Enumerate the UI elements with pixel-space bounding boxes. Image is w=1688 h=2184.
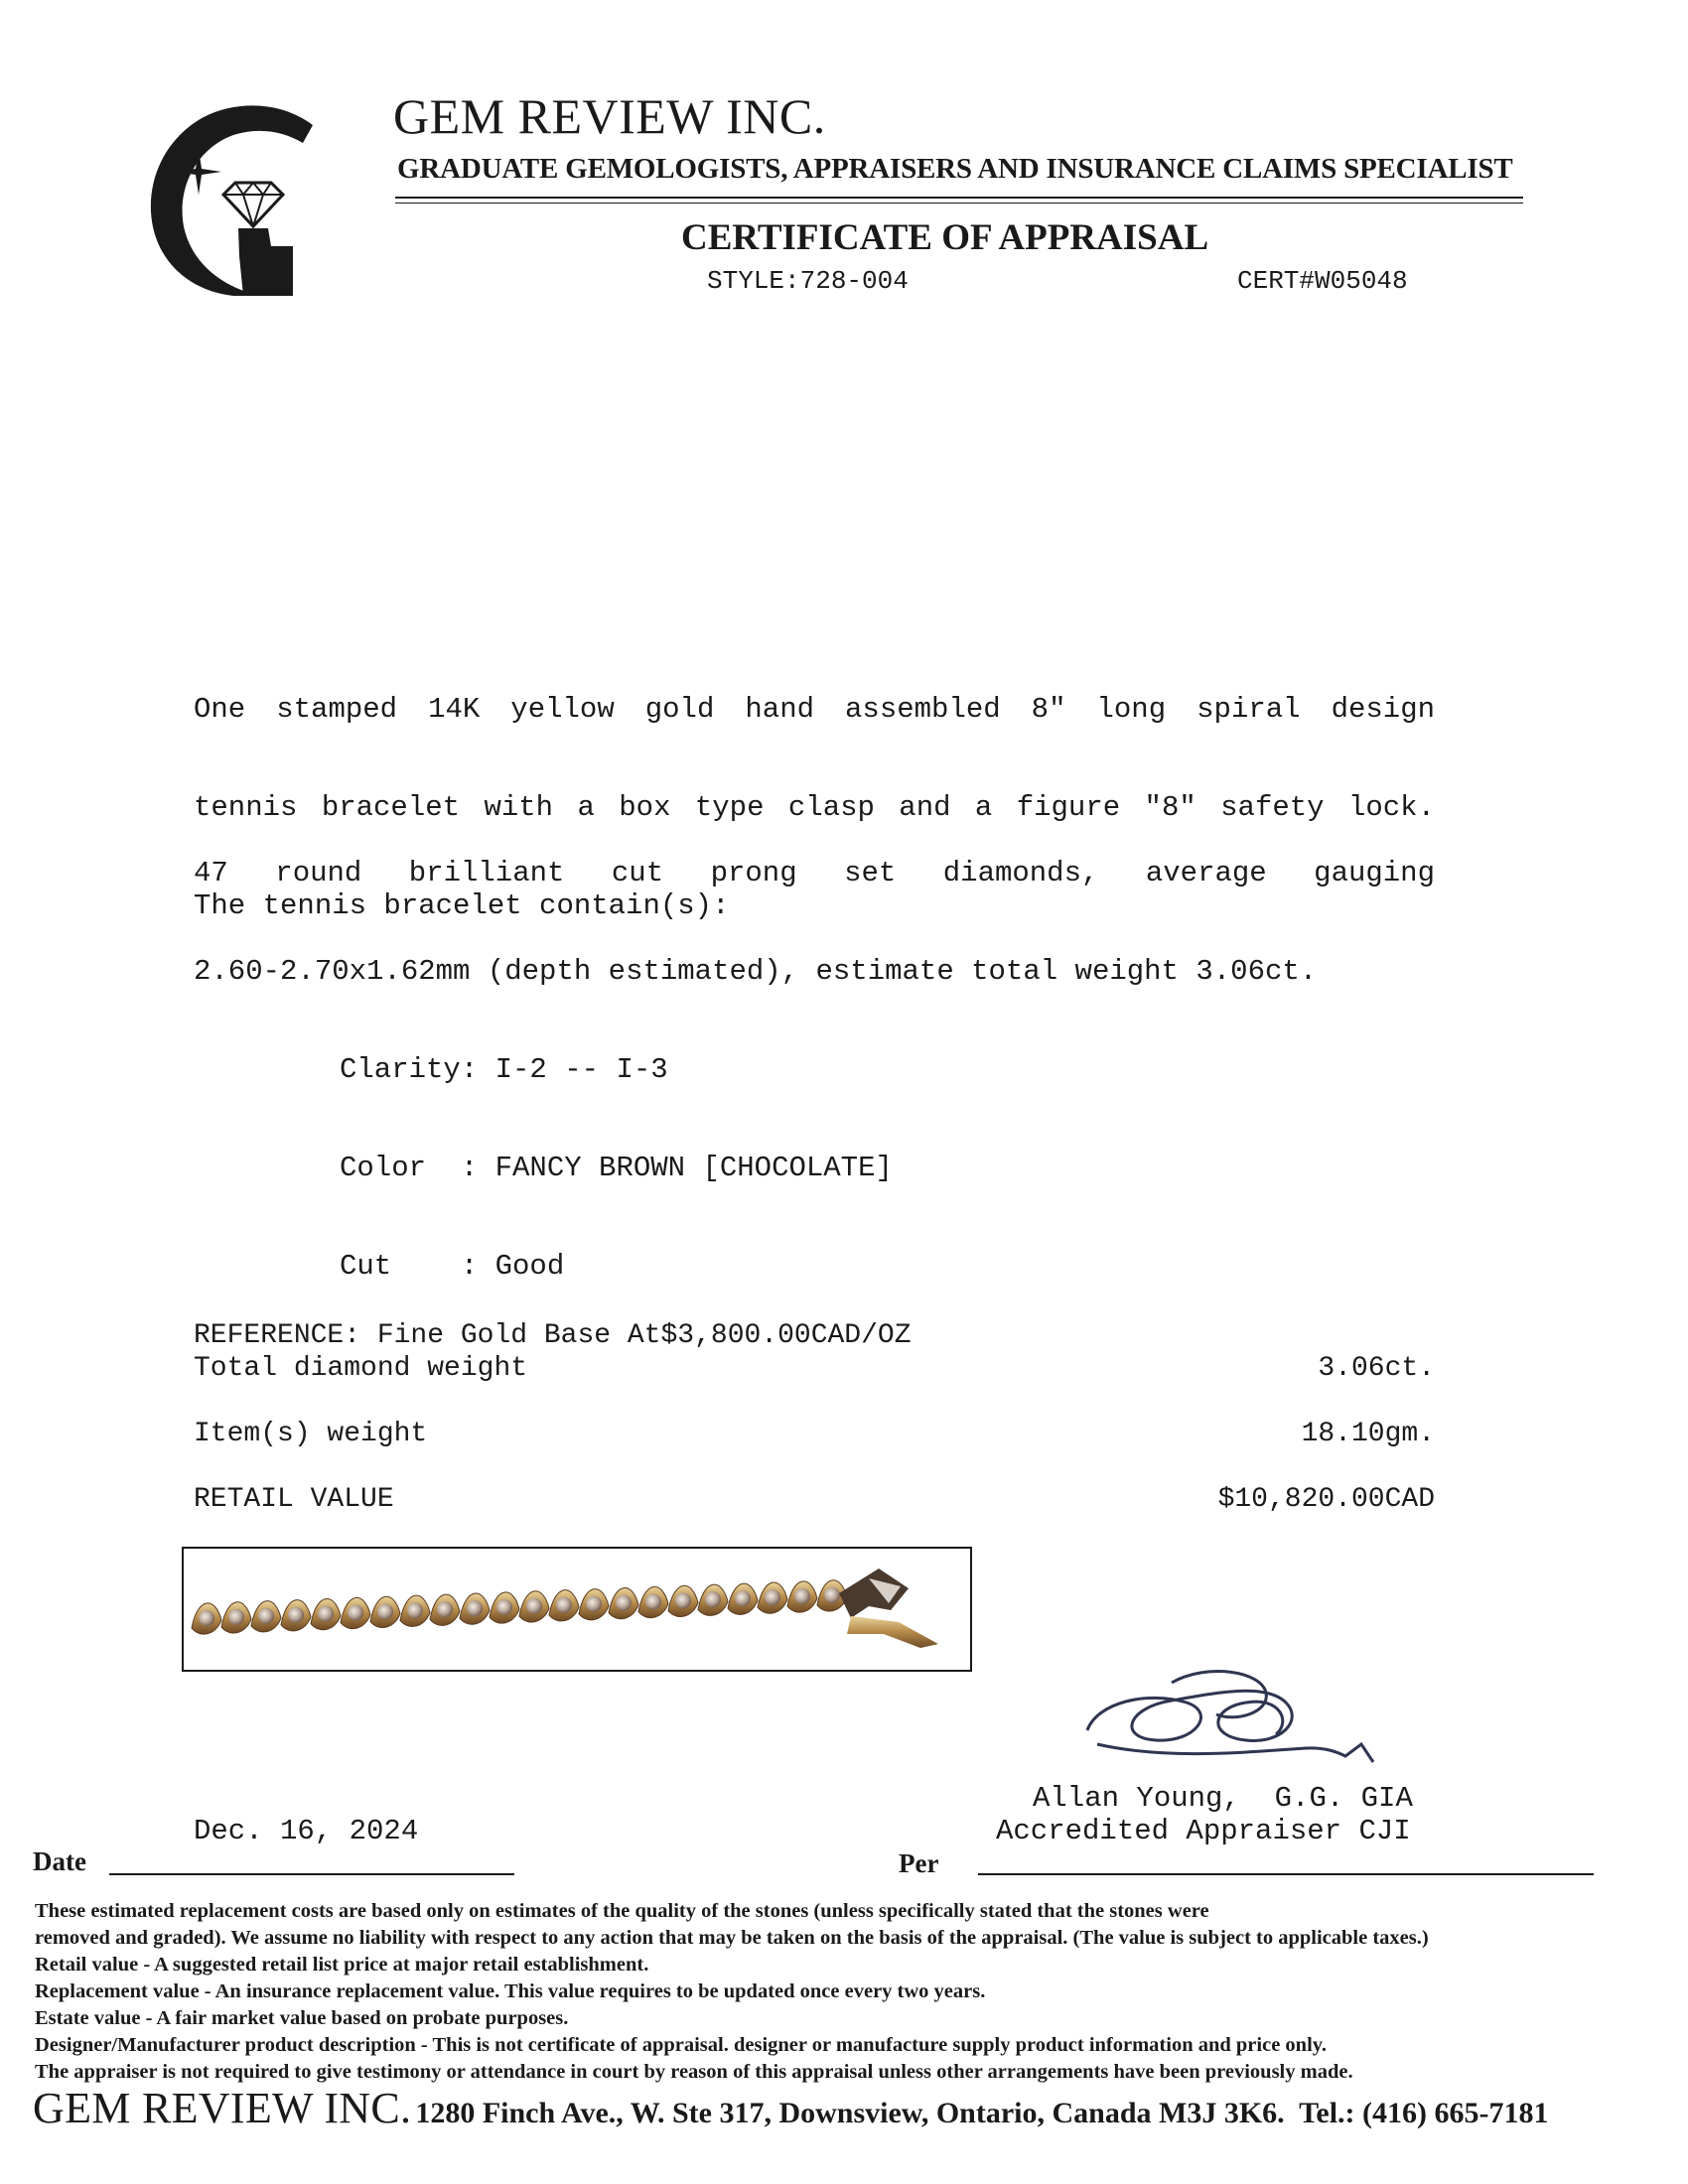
date-signature-line [109,1873,514,1875]
bracelet-stone [675,1592,691,1608]
bracelet-links [192,1580,847,1634]
certificate-title: CERTIFICATE OF APPRAISAL [681,217,1209,258]
disclaimer-line: The appraiser is not required to give testimony or attendance in court by reason of this appraisal unless other arrangements have been previously made. [35,2061,1353,2083]
header-divider [395,197,1523,199]
bracelet-stone [526,1598,542,1614]
description-line: The tennis bracelet contain(s): [194,889,730,922]
disclaimer-line: Replacement value - An insurance replacement value. This value requires to be updated once every two years. [35,1980,986,2002]
diamond-weight-label: Total diamond weight [194,1353,528,1384]
bracelet-stone [467,1600,483,1616]
company-name: GEM REVIEW INC. [393,88,826,144]
style-number: STYLE:728-004 [707,266,909,296]
header-divider-thin [395,203,1523,204]
bracelet-stone [407,1602,423,1618]
bracelet-stone [824,1587,840,1603]
item-weight-row [194,1419,1435,1449]
stone-line: 47 round brilliant cut prong set diamonds, average gauging [194,857,1435,889]
stone-line: 2.60-2.70x1.62mm (depth estimated), estimate total weight 3.06ct. [194,955,1318,988]
description-line: tennis bracelet with a box type clasp and a figure "8" safety lock. [194,791,1435,824]
bracelet-stone [199,1610,214,1626]
appraiser-name: Allan Young, G.G. GIA [1033,1782,1413,1815]
gem-review-logo-icon [144,97,333,301]
bracelet-stone [437,1601,453,1617]
disclaimer-line: removed and graded). We assume no liability with respect to any action that may be taken on the basis of the appraisal. (The value is subject to applicable taxes.) [35,1927,1429,1949]
bracelet-stone [645,1594,661,1610]
bracelet-stone [318,1606,334,1622]
signature-icon [1077,1653,1405,1782]
bracelet-stone [228,1609,244,1625]
bracelet-illustration [184,1549,970,1670]
appraisal-date: Dec. 16, 2024 [194,1815,419,1847]
item-weight-value: 18.10gm. [1301,1419,1435,1449]
diamond-weight-value: 3.06ct. [1318,1353,1435,1384]
footer [33,2083,1549,2133]
color-spec: Color : FANCY BROWN [CHOCOLATE] [340,1152,893,1184]
bracelet-stone [616,1595,632,1611]
bracelet-stone [496,1599,512,1615]
retail-value-label: RETAIL VALUE [194,1484,394,1515]
bracelet-stone [586,1596,602,1612]
footer-address: 1280 Finch Ave., W. Ste 317, Downsview, Ontario, Canada M3J 3K6. Tel.: (416) 665-7181 [415,2097,1549,2129]
disclaimer-line: Estate value - A fair market value based on probate purposes. [35,2007,569,2029]
bracelet-stone [735,1590,751,1606]
bracelet-stone [348,1605,363,1621]
item-weight-label: Item(s) weight [194,1419,428,1449]
per-signature-line [978,1873,1594,1875]
bracelet-stone [377,1603,393,1619]
retail-value-row [194,1484,1435,1515]
appraiser-credentials: Accredited Appraiser CJI [996,1815,1411,1847]
diamond-weight-row [194,1353,1435,1384]
footer-company-name: GEM REVIEW INC. [33,2084,412,2132]
disclaimer-line: Retail value - A suggested retail list price at major retail establishment. [35,1954,649,1976]
description-line: One stamped 14K yellow gold hand assembled 8" long spiral design [194,693,1435,726]
bracelet-stone [288,1607,304,1623]
disclaimer-line: These estimated replacement costs are based only on estimates of the quality of the stones (unless specifically stated that the stones were [35,1900,1209,1922]
gold-reference: REFERENCE: Fine Gold Base At$3,800.00CAD/OZ [194,1320,912,1351]
bracelet-stone [765,1589,780,1605]
clarity-spec: Clarity: I-2 -- I-3 [340,1053,668,1086]
bracelet-stone [556,1597,572,1613]
stone-details [194,791,1435,1315]
cut-spec: Cut : Good [340,1250,565,1283]
company-tagline: GRADUATE GEMOLOGISTS, APPRAISERS AND INSURANCE CLAIMS SPECIALIST [397,153,1513,185]
disclaimer-line: Designer/Manufacturer product description - This is not certificate of appraisal. designer or manufacture supply product information and price only. [35,2034,1328,2056]
date-label: Date [33,1846,86,1876]
disclaimer [35,1898,1663,2086]
bracelet-stone [794,1588,810,1604]
certificate-number: CERT#W05048 [1237,266,1408,296]
bracelet-stone [258,1608,274,1624]
retail-value-amount: $10,820.00CAD [1217,1484,1435,1515]
bracelet-photo [182,1547,972,1672]
bracelet-stone [705,1591,721,1607]
per-label: Per [899,1848,939,1878]
